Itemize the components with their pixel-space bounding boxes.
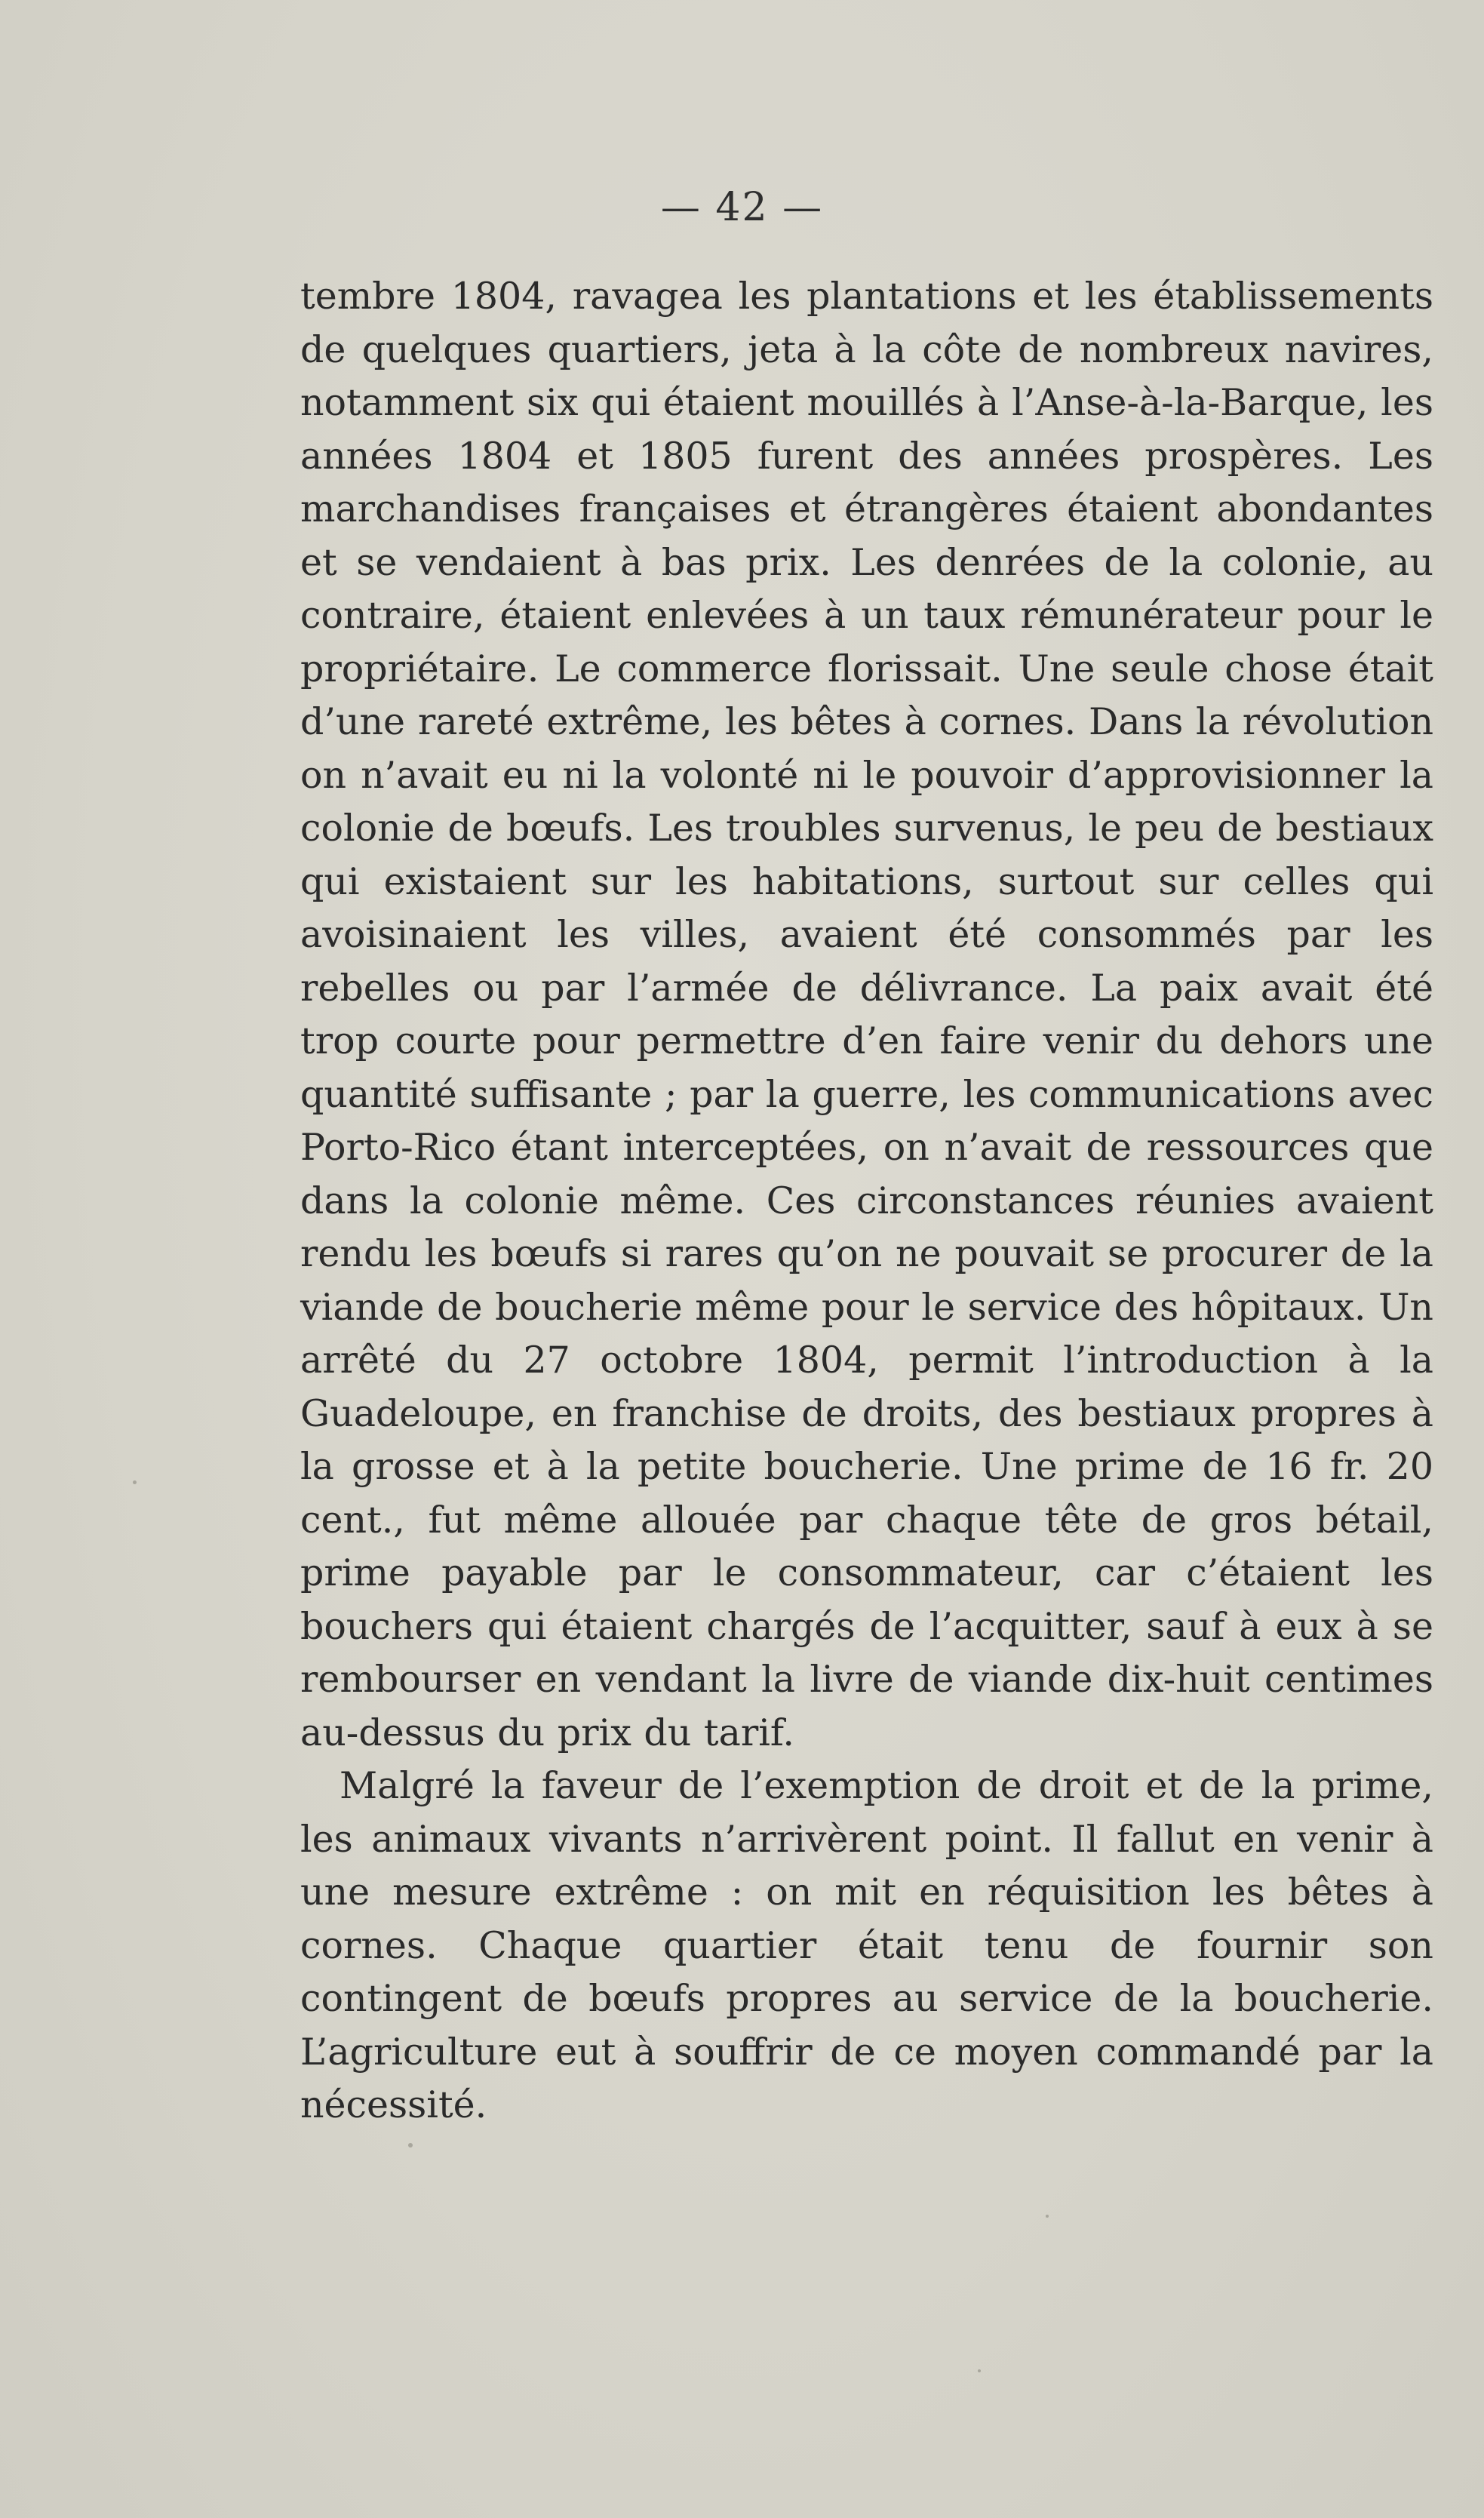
paper-speck: [978, 2369, 981, 2372]
page-number: — 42 —: [660, 185, 824, 230]
body-text: [300, 270, 1433, 2132]
paper-speck: [133, 1480, 137, 1484]
paragraph-1: tembre 1804, ravagea les plantations et les établissements de quelques quartiers, jeta à la côte de nombreux navires, notamment six qui étaient mouillés à l’Anse-à-la-Barque, les années 1804 et 1805 furent des années prospères. Les marchandises françaises et étrangères étaient abondantes et se vendaient à bas prix. Les denrées de la colonie, au contraire, étaient enlevées à un taux rémunérateur pour le propriétaire. Le commerce florissait. Une seule chose était d’une rareté extrême, les bêtes à cornes. Dans la révolution on n’avait eu ni la volonté ni le pouvoir d’approvisionner la colonie de bœufs. Les troubles survenus, le peu de bestiaux qui existaient sur les habitations, surtout sur celles qui avoisinaient les villes, avaient été consommés par les rebelles ou par l’armée de délivrance. La paix avait été trop courte pour permettre d’en faire venir du dehors une quantité suffisante ; par la guerre, les communications avec Porto-Rico étant interceptées, on n’avait de ressources que dans la colonie même. Ces circonstances réunies avaient rendu les bœufs si rares qu’on ne pouvait se procurer de la viande de boucherie même pour le service des hôpitaux. Un arrêté du 27 octobre 1804, permit l’introduction à la Guadeloupe, en franchise de droits, des bestiaux propres à la grosse et à la petite boucherie. Une prime de 16 fr. 20 cent., fut même allouée par chaque tête de gros bétail, prime payable par le consommateur, car c’étaient les bouchers qui étaient chargés de l’acquitter, sauf à eux à se rembourser en vendant la livre de viande dix-huit centimes au-dessus du prix du tarif.: [300, 275, 1433, 1754]
paragraph-2: Malgré la faveur de l’exemption de droit et de la prime, les animaux vivants n’arrivèrent point. Il fallut en venir à une mesure extrême : on mit en réquisition les bêtes à cornes. Chaque quartier était tenu de fournir son contingent de bœufs propres au service de la boucherie. L’agriculture eut à souffrir de ce moyen commandé par la nécessité.: [300, 1764, 1433, 2126]
paper-speck: [1046, 2215, 1049, 2218]
paper-speck: [408, 2143, 413, 2148]
